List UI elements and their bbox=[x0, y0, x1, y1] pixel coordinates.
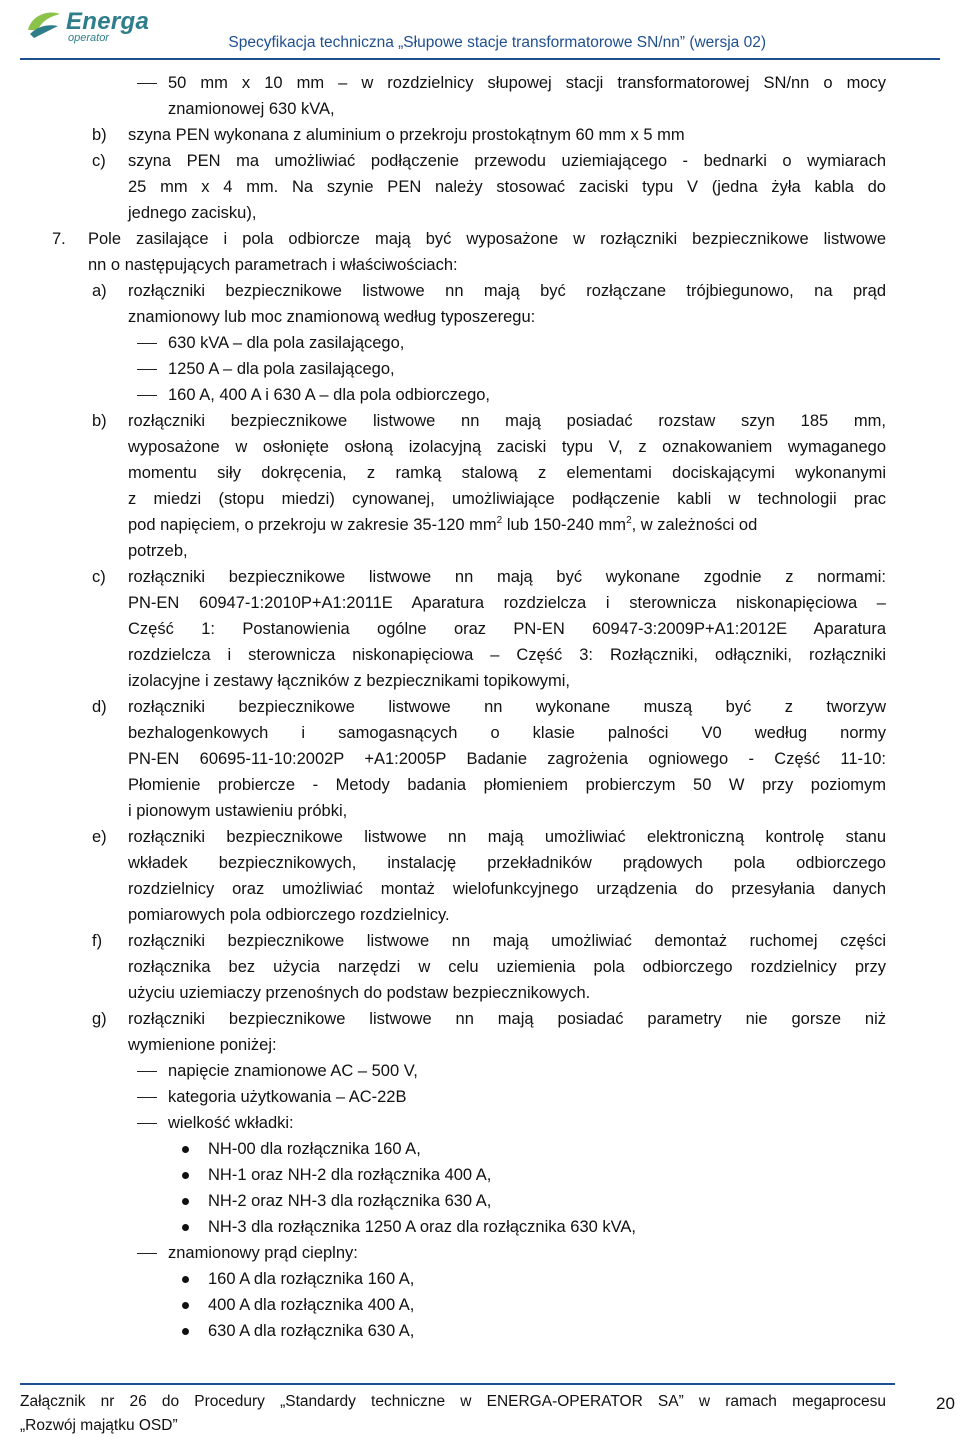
list-item-text: 400 A dla rozłącznika 400 A, bbox=[208, 1296, 415, 1314]
list-marker: a) bbox=[92, 282, 107, 300]
dash-bullet-icon bbox=[137, 343, 157, 344]
list-item-text: szyna PEN wykonana z aluminium o przekroju prostokątnym 60 mm x 5 mm bbox=[128, 126, 685, 144]
superscript: 2 bbox=[626, 515, 632, 526]
list-item-text: potrzeb, bbox=[128, 542, 188, 560]
dot-bullet-icon bbox=[182, 1302, 189, 1309]
page-footer bbox=[20, 1390, 886, 1438]
list-item-text: PN-EN 60695-11-10:2002P +A1:2005P Badanie zagrożenia ogniowego - Część 11-10: bbox=[128, 750, 886, 768]
header-divider bbox=[20, 58, 940, 60]
list-marker: c) bbox=[92, 568, 106, 586]
list-item-text: znamionowej 630 kVA, bbox=[168, 100, 335, 118]
list-marker: b) bbox=[92, 126, 107, 144]
list-item-text: PN-EN 60947-1:2010P+A1:2011E Aparatura rozdzielcza i sterownicza niskonapięciowa – bbox=[128, 594, 886, 612]
list-item-text: rozłącznika bez użycia narzędzi w celu uziemienia pola odbiorczego rozdzielnicy przy bbox=[128, 958, 886, 976]
list-item-text: wielkość wkładki: bbox=[168, 1114, 294, 1132]
list-marker: d) bbox=[92, 698, 107, 716]
dash-bullet-icon bbox=[137, 395, 157, 396]
list-item-text: NH-1 oraz NH-2 dla rozłącznika 400 A, bbox=[208, 1166, 492, 1184]
dot-bullet-icon bbox=[182, 1276, 189, 1283]
list-item-text: i pionowym ustawieniu próbki, bbox=[128, 802, 348, 820]
dot-bullet-icon bbox=[182, 1172, 189, 1179]
list-item-text: z miedzi (stopu miedzi) cynowanej, umożliwiające podłączenie kabli w technologii prac bbox=[128, 490, 886, 508]
energa-operator-logo bbox=[24, 6, 164, 46]
list-item-text: 630 kVA – dla pola zasilającego, bbox=[168, 334, 405, 352]
list-item-text: NH-00 dla rozłącznika 160 A, bbox=[208, 1140, 421, 1158]
list-item-text: kategoria użytkowania – AC-22B bbox=[168, 1088, 407, 1106]
footer-divider bbox=[20, 1383, 895, 1385]
footer-line: Załącznik nr 26 do Procedury „Standardy techniczne w ENERGA-OPERATOR SA” w ramach megaprocesu bbox=[20, 1393, 886, 1410]
list-item-text: jednego zacisku), bbox=[128, 204, 257, 222]
list-item-text: 160 A dla rozłącznika 160 A, bbox=[208, 1270, 415, 1288]
list-item-text: pomiarowych pola odbiorczego rozdzielnicy. bbox=[128, 906, 450, 924]
dot-bullet-icon bbox=[182, 1328, 189, 1335]
list-item-text: 1250 A – dla pola zasilającego, bbox=[168, 360, 395, 378]
list-item-text: napięcie znamionowe AC – 500 V, bbox=[168, 1062, 418, 1080]
dash-bullet-icon bbox=[137, 83, 157, 84]
footer-line: „Rozwój majątku OSD” bbox=[20, 1417, 178, 1434]
dot-bullet-icon bbox=[182, 1198, 189, 1205]
list-item-text: Płomienie probiercze - Metody badania płomieniem probierczym 50 W przy poziomym bbox=[128, 776, 886, 794]
text-run: , w zależności od bbox=[631, 516, 758, 534]
list-item-text: wyposażone w osłonięte osłoną izolacyjną zaciski typu V, z oznakowaniem wymaganego bbox=[128, 438, 886, 456]
list-item-text: wymienione poniżej: bbox=[128, 1036, 277, 1054]
list-item-text: bezhalogenkowych i samogasnących o klasie palności V0 według normy bbox=[128, 724, 886, 742]
list-item-text: momentu siły dokręcenia, z ramką stalową z elementami dociskającymi wykonanymi bbox=[128, 464, 886, 482]
superscript: 2 bbox=[496, 515, 503, 526]
list-item-text: Część 1: Postanowienia ogólne oraz PN-EN 60947-3:2009P+A1:2012E Aparatura bbox=[128, 620, 886, 638]
dash-bullet-icon bbox=[137, 1123, 157, 1124]
list-item-text: NH-2 oraz NH-3 dla rozłącznika 630 A, bbox=[208, 1192, 492, 1210]
dash-bullet-icon bbox=[137, 369, 157, 370]
list-item-text: rozłączniki bezpiecznikowe listwowe nn mają być rozłączane trójbiegunowo, na prąd bbox=[128, 282, 886, 300]
list-marker: c) bbox=[92, 152, 106, 170]
dot-bullet-icon bbox=[182, 1224, 189, 1231]
dash-bullet-icon bbox=[137, 1253, 157, 1254]
page-number: 20 bbox=[936, 1394, 955, 1413]
list-item-text: rozłączniki bezpiecznikowe listwowe nn mają być wykonane zgodnie z normami: bbox=[128, 568, 886, 586]
list-item-text: użyciu uziemiaczy przenośnych do podstaw bezpiecznikowych. bbox=[128, 984, 591, 1002]
list-item-text: 160 A, 400 A i 630 A – dla pola odbiorczego, bbox=[168, 386, 491, 404]
list-item-text: 630 A dla rozłącznika 630 A, bbox=[208, 1322, 415, 1340]
list-item-text bbox=[128, 513, 886, 539]
dash-bullet-icon bbox=[137, 1097, 157, 1098]
list-item-text: szyna PEN ma umożliwiać podłączenie przewodu uziemiającego - bednarki o wymiarach bbox=[128, 152, 886, 170]
energa-leaf-logo-icon bbox=[24, 8, 64, 42]
dash-bullet-icon bbox=[137, 1071, 157, 1072]
list-item-text: 25 mm x 4 mm. Na szynie PEN należy stosować zaciski typu V (jedna żyła kabla do bbox=[128, 178, 886, 196]
paragraph-text: nn o następujących parametrach i właściwościach: bbox=[88, 256, 458, 274]
text-run: pod napięciem, o przekroju w zakresie 35-120 mm bbox=[128, 516, 497, 534]
list-item-text: rozłączniki bezpiecznikowe listwowe nn mają umożliwiać demontaż ruchomej części bbox=[128, 932, 886, 950]
list-item-text: rozłączniki bezpiecznikowe listwowe nn mają posiadać rozstaw szyn 185 mm, bbox=[128, 412, 886, 430]
list-item-text: 50 mm x 10 mm – w rozdzielnicy słupowej stacji transformatorowej SN/nn o mocy bbox=[168, 74, 886, 92]
list-item-text: rozdzielnicy oraz umożliwiać montaż wielofunkcyjnego urządzenia do przesyłania danych bbox=[128, 880, 886, 898]
dot-bullet-icon bbox=[182, 1146, 189, 1153]
paragraph-text: Pole zasilające i pola odbiorcze mają być wyposażone w rozłączniki bezpiecznikowe listwowe bbox=[88, 230, 886, 248]
list-marker: g) bbox=[92, 1010, 107, 1028]
list-item-text: izolacyjne i zestawy łączników z bezpiecznikami topikowymi, bbox=[128, 672, 570, 690]
list-item-text: rozdzielcza i sterownicza niskonapięciowa – Część 3: Rozłączniki, odłączniki, rozłączniki bbox=[128, 646, 886, 664]
list-item-text: rozłączniki bezpiecznikowe listwowe nn wykonane muszą być z tworzyw bbox=[128, 698, 886, 716]
list-marker: 7. bbox=[52, 230, 66, 248]
logo-subtitle: operator bbox=[68, 32, 109, 44]
document-title: Specyfikacja techniczna „Słupowe stacje transformatorowe SN/nn” (wersja 02) bbox=[228, 34, 766, 51]
list-item-text: NH-3 dla rozłącznika 1250 A oraz dla rozłącznika 630 kVA, bbox=[208, 1218, 637, 1236]
list-item-text: znamionowy prąd cieplny: bbox=[168, 1244, 358, 1262]
list-marker: f) bbox=[92, 932, 103, 950]
page-header bbox=[0, 0, 960, 64]
text-run: lub 150-240 mm bbox=[502, 516, 627, 534]
list-item-text: wkładek bezpiecznikowych, instalację przekładników prądowych pola odbiorczego bbox=[128, 854, 886, 872]
logo-wordmark: Energa bbox=[66, 8, 150, 35]
list-marker: b) bbox=[92, 412, 107, 430]
list-item-text: rozłączniki bezpiecznikowe listwowe nn mają posiadać parametry nie gorsze niż bbox=[128, 1010, 886, 1028]
list-item-text: znamionowy lub moc znamionową według typoszeregu: bbox=[128, 308, 536, 326]
list-item-text: rozłączniki bezpiecznikowe listwowe nn mają umożliwiać elektroniczną kontrolę stanu bbox=[128, 828, 886, 846]
list-marker: e) bbox=[92, 828, 107, 846]
